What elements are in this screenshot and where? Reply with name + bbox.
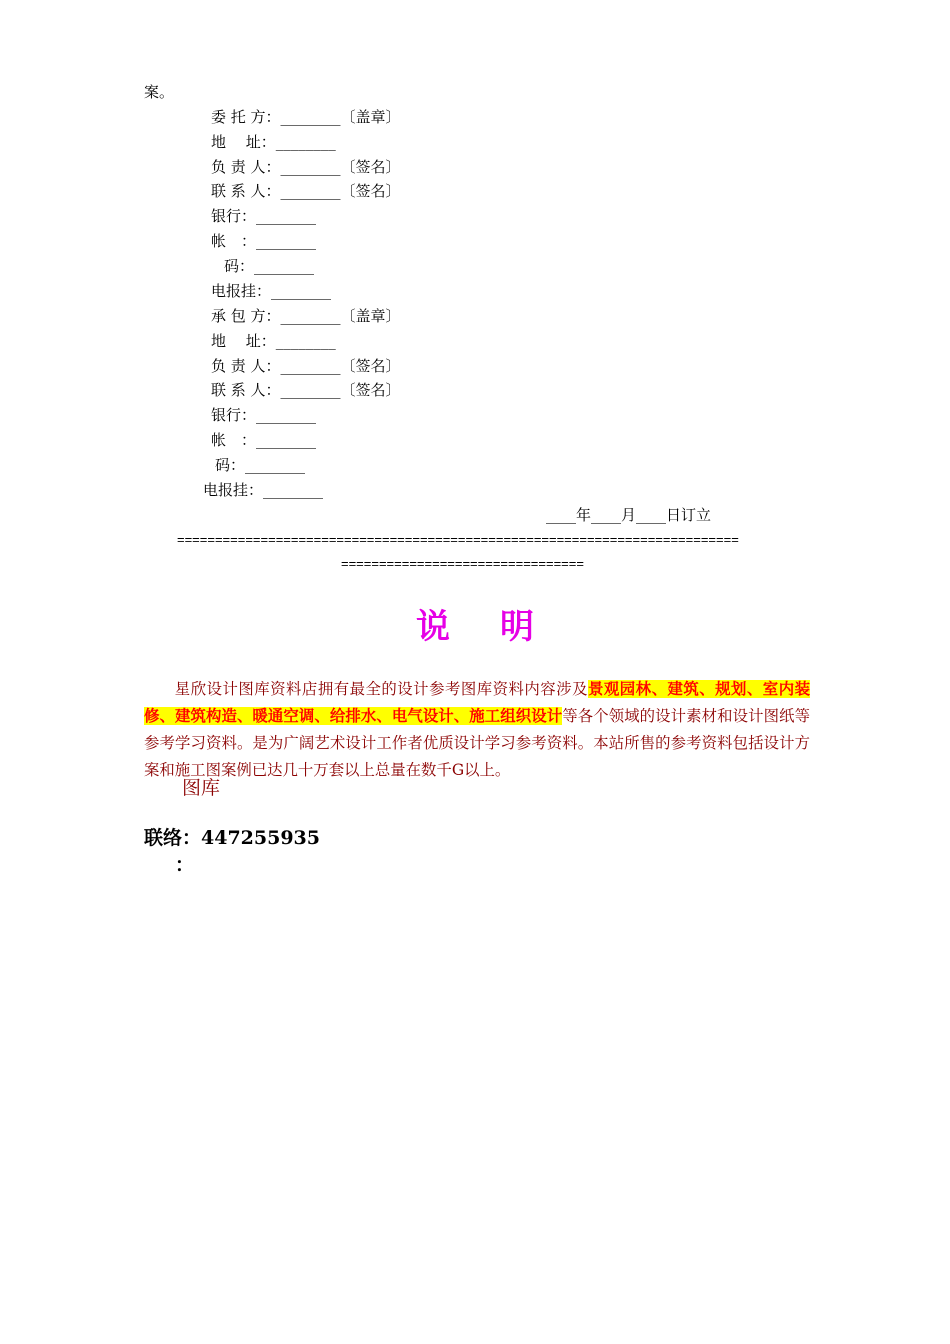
gallery-label: 图库: [182, 777, 221, 799]
client-manager-field: 负 责 人：________〔签名〕: [211, 158, 401, 176]
client-address-field: 地 址：________: [211, 133, 336, 151]
contractor-address-field: 地 址：________: [211, 332, 336, 350]
contractor-name-field: 承 包 方：________〔盖章〕: [211, 307, 401, 325]
notice-text: 星欣设计图库资料店拥有最全的设计参考图库资料内容涉及: [174, 680, 588, 698]
trailing-colon: ：: [175, 854, 195, 876]
signing-date: ____年____月____日订立: [546, 506, 712, 524]
client-code-field: 码：________: [224, 257, 315, 275]
separator-line: ==========================================================================: [177, 532, 739, 547]
notice-title: 说明: [416, 607, 584, 647]
contractor-bank-field: 银行：________: [211, 406, 317, 424]
text-fragment: 案。: [144, 83, 175, 101]
client-telegraph-field: 电报挂：________: [211, 282, 332, 300]
contractor-code-field: 码：________: [215, 456, 306, 474]
client-contact-field: 联 系 人：________〔签名〕: [211, 182, 401, 200]
contractor-contact-field: 联 系 人：________〔签名〕: [211, 381, 401, 399]
client-name-field: 委 托 方：________〔盖章〕: [211, 108, 401, 126]
client-account-field: 帐 ：________: [211, 232, 317, 250]
notice-paragraph: [144, 676, 810, 784]
separator-line: ================================: [341, 556, 584, 571]
contact-number: 联络：447255935: [144, 827, 320, 849]
contractor-telegraph-field: 电报挂：________: [203, 481, 324, 499]
contractor-manager-field: 负 责 人：________〔签名〕: [211, 357, 401, 375]
client-bank-field: 银行：________: [211, 207, 317, 225]
contractor-account-field: 帐 ：________: [211, 431, 317, 449]
notice-text: 等各个领域的设计素材和设计图纸等参考学习资料。是为广阔艺术设计工作者优质设计学习参考资料。本站所售的参考资料包括设计方案和施工图案例已达几十万套以上总量在数千G以上。: [144, 707, 810, 779]
notice-highlight: 景观园林、建筑、规划、室内装修、建筑构造、暖通空调、给排水、电气设计、施工组织设计: [144, 680, 810, 725]
